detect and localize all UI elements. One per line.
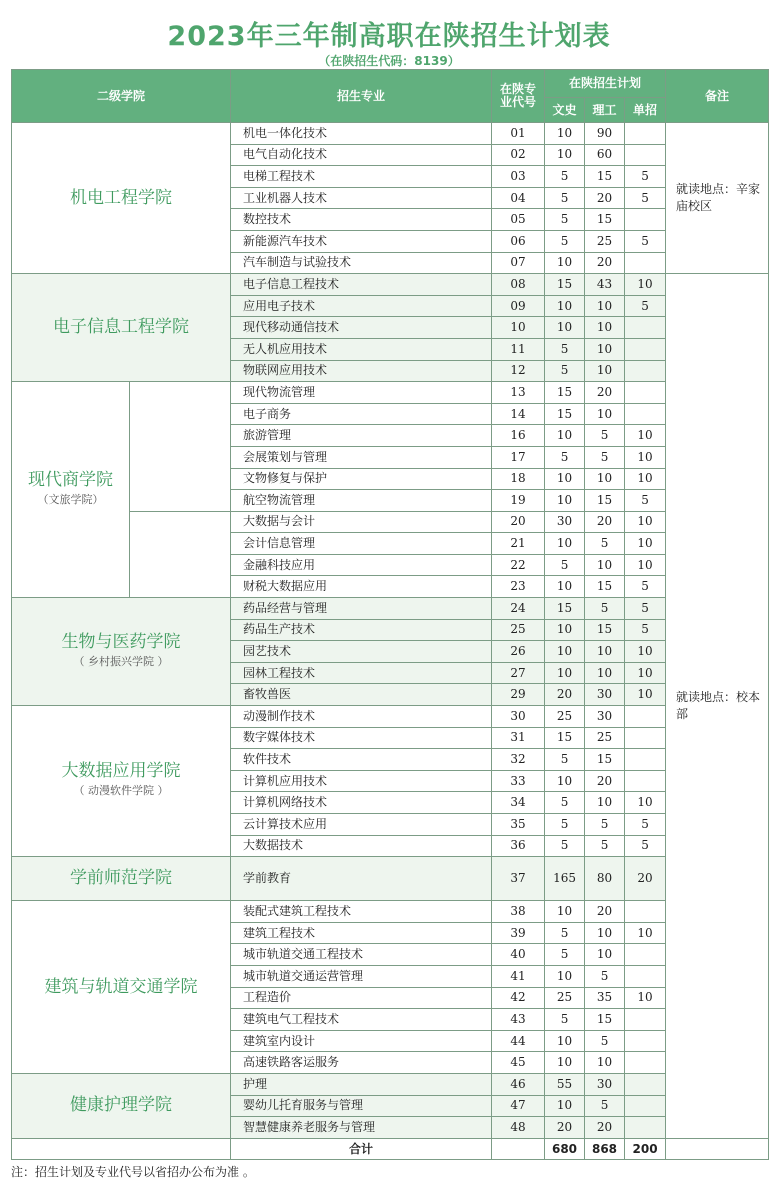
plan-wenshi: 5 (545, 944, 585, 966)
major-code: 45 (492, 1052, 545, 1074)
plan-danzhao (625, 1030, 666, 1052)
major-name: 计算机应用技术 (231, 770, 492, 792)
plan-danzhao (625, 965, 666, 987)
plan-ligong: 20 (585, 770, 625, 792)
plan-danzhao (625, 338, 666, 360)
plan-danzhao (625, 123, 666, 145)
plan-wenshi: 10 (545, 468, 585, 490)
major-name: 机电一体化技术 (231, 123, 492, 145)
major-code: 47 (492, 1095, 545, 1117)
major-code: 03 (492, 166, 545, 188)
major-code: 14 (492, 403, 545, 425)
major-code: 10 (492, 317, 545, 339)
plan-wenshi: 10 (545, 662, 585, 684)
college-name: 建筑与轨道交通学院 (44, 976, 198, 997)
major-name: 财税大数据应用 (231, 576, 492, 598)
major-code: 46 (492, 1073, 545, 1095)
table-row (12, 123, 769, 145)
total-ligong: 868 (585, 1138, 625, 1160)
major-code: 38 (492, 901, 545, 923)
college-name: 学前师范学院 (70, 868, 172, 889)
total-danzhao: 200 (625, 1138, 666, 1160)
major-name: 数字媒体技术 (231, 727, 492, 749)
plan-danzhao: 10 (625, 792, 666, 814)
plan-ligong: 20 (585, 1117, 625, 1139)
plan-ligong: 10 (585, 662, 625, 684)
college-cell (12, 382, 130, 598)
college-cell (12, 857, 231, 901)
major-code: 09 (492, 295, 545, 317)
major-name: 现代物流管理 (231, 382, 492, 404)
table-row (12, 706, 769, 728)
plan-ligong: 5 (585, 533, 625, 555)
plan-ligong: 15 (585, 749, 625, 771)
major-name: 园艺技术 (231, 641, 492, 663)
plan-ligong: 30 (585, 684, 625, 706)
plan-ligong: 10 (585, 338, 625, 360)
plan-wenshi: 5 (545, 814, 585, 836)
major-code: 41 (492, 965, 545, 987)
plan-danzhao (625, 944, 666, 966)
plan-wenshi: 5 (545, 1009, 585, 1031)
major-name: 城市轨道交通工程技术 (231, 944, 492, 966)
plan-ligong: 10 (585, 317, 625, 339)
major-name: 婴幼儿托育服务与管理 (231, 1095, 492, 1117)
plan-danzhao: 5 (625, 814, 666, 836)
major-name: 智慧健康养老服务与管理 (231, 1117, 492, 1139)
plan-wenshi: 10 (545, 144, 585, 166)
major-code: 33 (492, 770, 545, 792)
major-name: 药品经营与管理 (231, 598, 492, 620)
plan-danzhao: 5 (625, 598, 666, 620)
major-code: 17 (492, 446, 545, 468)
major-name: 药品生产技术 (231, 619, 492, 641)
major-code: 18 (492, 468, 545, 490)
plan-danzhao: 5 (625, 230, 666, 252)
plan-ligong: 5 (585, 965, 625, 987)
major-name: 电梯工程技术 (231, 166, 492, 188)
major-code: 36 (492, 835, 545, 857)
plan-wenshi: 5 (545, 209, 585, 231)
major-name: 计算机网络技术 (231, 792, 492, 814)
subgroup-cell (130, 382, 231, 512)
major-code: 26 (492, 641, 545, 663)
plan-wenshi: 5 (545, 792, 585, 814)
major-name: 航空物流管理 (231, 490, 492, 512)
major-name: 现代移动通信技术 (231, 317, 492, 339)
plan-wenshi: 55 (545, 1073, 585, 1095)
header-plan: 在陕招生计划 (545, 70, 666, 98)
table-row (12, 598, 769, 620)
plan-wenshi: 5 (545, 360, 585, 382)
plan-danzhao (625, 317, 666, 339)
plan-danzhao: 5 (625, 576, 666, 598)
total-row (12, 1138, 769, 1160)
plan-danzhao: 10 (625, 425, 666, 447)
page-subtitle: （在陕招生代码：8139） (318, 54, 460, 68)
plan-ligong: 5 (585, 814, 625, 836)
plan-wenshi: 25 (545, 706, 585, 728)
major-code: 35 (492, 814, 545, 836)
plan-wenshi: 20 (545, 1117, 585, 1139)
major-code: 31 (492, 727, 545, 749)
plan-danzhao: 10 (625, 533, 666, 555)
major-name: 电子信息工程技术 (231, 274, 492, 296)
plan-ligong: 10 (585, 360, 625, 382)
major-name: 大数据技术 (231, 835, 492, 857)
header-danzhao: 单招 (625, 98, 666, 123)
plan-wenshi: 10 (545, 295, 585, 317)
major-code: 44 (492, 1030, 545, 1052)
plan-wenshi: 10 (545, 770, 585, 792)
major-name: 动漫制作技术 (231, 706, 492, 728)
plan-wenshi: 15 (545, 598, 585, 620)
major-name: 学前教育 (231, 857, 492, 901)
plan-ligong: 10 (585, 1052, 625, 1074)
major-code: 06 (492, 230, 545, 252)
major-code: 16 (492, 425, 545, 447)
major-code: 32 (492, 749, 545, 771)
plan-ligong: 35 (585, 987, 625, 1009)
major-name: 文物修复与保护 (231, 468, 492, 490)
plan-ligong: 20 (585, 901, 625, 923)
major-name: 工业机器人技术 (231, 187, 492, 209)
major-name: 旅游管理 (231, 425, 492, 447)
plan-wenshi: 10 (545, 619, 585, 641)
major-name: 软件技术 (231, 749, 492, 771)
plan-wenshi: 15 (545, 274, 585, 296)
plan-danzhao: 10 (625, 554, 666, 576)
plan-ligong: 80 (585, 857, 625, 901)
plan-wenshi: 5 (545, 554, 585, 576)
plan-wenshi: 5 (545, 749, 585, 771)
plan-wenshi: 10 (545, 123, 585, 145)
total-label: 合计 (231, 1138, 492, 1160)
major-code: 42 (492, 987, 545, 1009)
plan-danzhao (625, 1073, 666, 1095)
plan-ligong: 5 (585, 835, 625, 857)
header-college: 二级学院 (12, 70, 231, 123)
header-note: 备注 (666, 70, 769, 123)
plan-danzhao: 10 (625, 511, 666, 533)
table-row (12, 901, 769, 923)
major-name: 电子商务 (231, 403, 492, 425)
major-name: 电气自动化技术 (231, 144, 492, 166)
plan-danzhao (625, 1095, 666, 1117)
plan-danzhao: 10 (625, 684, 666, 706)
plan-danzhao: 5 (625, 166, 666, 188)
major-name: 护理 (231, 1073, 492, 1095)
major-name: 汽车制造与试验技术 (231, 252, 492, 274)
major-name: 会展策划与管理 (231, 446, 492, 468)
plan-ligong: 90 (585, 123, 625, 145)
plan-danzhao: 10 (625, 468, 666, 490)
plan-wenshi: 10 (545, 252, 585, 274)
plan-ligong: 15 (585, 209, 625, 231)
college-name: 健康护理学院 (70, 1095, 172, 1116)
plan-danzhao (625, 403, 666, 425)
plan-danzhao (625, 1052, 666, 1074)
total-blank (12, 1138, 231, 1160)
plan-wenshi: 15 (545, 403, 585, 425)
major-name: 建筑室内设计 (231, 1030, 492, 1052)
total-code-blank (492, 1138, 545, 1160)
header-major: 招生专业 (231, 70, 492, 123)
major-code: 04 (492, 187, 545, 209)
note-location-xinjiamiao: 就读地点：辛家庙校区 (666, 123, 769, 274)
plan-ligong: 25 (585, 230, 625, 252)
plan-wenshi: 10 (545, 425, 585, 447)
header-wenshi: 文史 (545, 98, 585, 123)
header-code: 在陕专 业代号 (492, 70, 545, 123)
plan-danzhao: 10 (625, 987, 666, 1009)
plan-wenshi: 5 (545, 338, 585, 360)
plan-ligong: 60 (585, 144, 625, 166)
major-code: 39 (492, 922, 545, 944)
college-cell (12, 123, 231, 274)
plan-wenshi: 10 (545, 1030, 585, 1052)
table-row (12, 382, 769, 404)
plan-wenshi: 10 (545, 1095, 585, 1117)
plan-danzhao: 5 (625, 295, 666, 317)
major-code: 21 (492, 533, 545, 555)
plan-wenshi: 5 (545, 187, 585, 209)
college-cell (12, 274, 231, 382)
major-name: 园林工程技术 (231, 662, 492, 684)
major-code: 20 (492, 511, 545, 533)
page-title: 2023年三年制高职在陕招生计划表 (167, 21, 611, 52)
major-name: 建筑工程技术 (231, 922, 492, 944)
plan-ligong: 15 (585, 490, 625, 512)
plan-wenshi: 30 (545, 511, 585, 533)
college-cell (12, 1073, 231, 1138)
plan-ligong: 43 (585, 274, 625, 296)
major-name: 新能源汽车技术 (231, 230, 492, 252)
major-name: 金融科技应用 (231, 554, 492, 576)
enrollment-plan-table (11, 69, 769, 1160)
major-code: 19 (492, 490, 545, 512)
plan-wenshi: 10 (545, 490, 585, 512)
plan-danzhao: 5 (625, 835, 666, 857)
plan-danzhao: 10 (625, 662, 666, 684)
plan-wenshi: 10 (545, 317, 585, 339)
plan-wenshi: 10 (545, 533, 585, 555)
major-code: 40 (492, 944, 545, 966)
major-name: 会计信息管理 (231, 533, 492, 555)
plan-danzhao (625, 382, 666, 404)
plan-ligong: 10 (585, 922, 625, 944)
major-name: 城市轨道交通运营管理 (231, 965, 492, 987)
plan-wenshi: 10 (545, 901, 585, 923)
plan-wenshi: 5 (545, 166, 585, 188)
plan-ligong: 10 (585, 641, 625, 663)
plan-danzhao (625, 749, 666, 771)
major-code: 08 (492, 274, 545, 296)
major-code: 02 (492, 144, 545, 166)
plan-ligong: 15 (585, 1009, 625, 1031)
plan-ligong: 15 (585, 576, 625, 598)
plan-wenshi: 10 (545, 576, 585, 598)
plan-wenshi: 10 (545, 1052, 585, 1074)
plan-danzhao (625, 1009, 666, 1031)
plan-danzhao: 10 (625, 274, 666, 296)
major-name: 应用电子技术 (231, 295, 492, 317)
major-name: 数控技术 (231, 209, 492, 231)
header-ligong: 理工 (585, 98, 625, 123)
plan-ligong: 20 (585, 252, 625, 274)
plan-ligong: 10 (585, 468, 625, 490)
major-code: 07 (492, 252, 545, 274)
major-name: 装配式建筑工程技术 (231, 901, 492, 923)
plan-danzhao (625, 901, 666, 923)
plan-ligong: 20 (585, 511, 625, 533)
table-body (12, 123, 769, 1160)
plan-wenshi: 5 (545, 446, 585, 468)
college-subname: （文旅学院） (37, 492, 104, 506)
plan-ligong: 5 (585, 598, 625, 620)
major-name: 工程造价 (231, 987, 492, 1009)
major-code: 34 (492, 792, 545, 814)
major-code: 23 (492, 576, 545, 598)
college-cell (12, 598, 231, 706)
major-code: 11 (492, 338, 545, 360)
major-name: 建筑电气工程技术 (231, 1009, 492, 1031)
plan-ligong: 15 (585, 619, 625, 641)
major-name: 高速铁路客运服务 (231, 1052, 492, 1074)
major-code: 01 (492, 123, 545, 145)
major-code: 24 (492, 598, 545, 620)
major-name: 云计算技术应用 (231, 814, 492, 836)
plan-ligong: 5 (585, 446, 625, 468)
plan-ligong: 10 (585, 944, 625, 966)
plan-danzhao (625, 706, 666, 728)
major-code: 22 (492, 554, 545, 576)
major-code: 37 (492, 857, 545, 901)
college-cell (12, 901, 231, 1074)
total-wenshi: 680 (545, 1138, 585, 1160)
major-code: 29 (492, 684, 545, 706)
plan-danzhao: 10 (625, 641, 666, 663)
plan-ligong: 20 (585, 187, 625, 209)
plan-ligong: 10 (585, 554, 625, 576)
plan-ligong: 30 (585, 1073, 625, 1095)
major-name: 大数据与会计 (231, 511, 492, 533)
plan-danzhao (625, 209, 666, 231)
college-name: 机电工程学院 (70, 187, 172, 208)
college-subname: （ 动漫软件学院 ） (73, 784, 169, 798)
plan-wenshi: 20 (545, 684, 585, 706)
plan-danzhao (625, 770, 666, 792)
plan-danzhao: 20 (625, 857, 666, 901)
plan-wenshi: 25 (545, 987, 585, 1009)
major-code: 12 (492, 360, 545, 382)
plan-danzhao: 5 (625, 490, 666, 512)
college-subname: （ 乡村振兴学院 ） (73, 654, 169, 668)
major-name: 无人机应用技术 (231, 338, 492, 360)
plan-ligong: 5 (585, 1095, 625, 1117)
major-code: 05 (492, 209, 545, 231)
plan-wenshi: 10 (545, 965, 585, 987)
college-cell (12, 706, 231, 857)
plan-ligong: 10 (585, 403, 625, 425)
plan-wenshi: 5 (545, 835, 585, 857)
major-name: 畜牧兽医 (231, 684, 492, 706)
plan-ligong: 20 (585, 382, 625, 404)
college-name: 现代商学院 (28, 469, 113, 490)
plan-danzhao (625, 360, 666, 382)
major-code: 30 (492, 706, 545, 728)
plan-ligong: 30 (585, 706, 625, 728)
table-row (12, 1073, 769, 1095)
plan-danzhao: 5 (625, 619, 666, 641)
plan-danzhao (625, 1117, 666, 1139)
note-location-main-campus: 就读地点：校本部 (666, 274, 769, 1139)
plan-ligong: 25 (585, 727, 625, 749)
major-code: 43 (492, 1009, 545, 1031)
plan-ligong: 5 (585, 1030, 625, 1052)
plan-wenshi: 5 (545, 922, 585, 944)
plan-danzhao (625, 252, 666, 274)
plan-danzhao: 10 (625, 922, 666, 944)
plan-danzhao: 5 (625, 187, 666, 209)
plan-danzhao: 10 (625, 446, 666, 468)
plan-danzhao (625, 144, 666, 166)
plan-ligong: 15 (585, 166, 625, 188)
plan-ligong: 10 (585, 295, 625, 317)
plan-wenshi: 165 (545, 857, 585, 901)
total-note-blank (666, 1138, 769, 1160)
major-code: 13 (492, 382, 545, 404)
college-name: 电子信息工程学院 (53, 317, 189, 338)
plan-wenshi: 15 (545, 727, 585, 749)
major-code: 25 (492, 619, 545, 641)
major-name: 物联网应用技术 (231, 360, 492, 382)
plan-ligong: 5 (585, 425, 625, 447)
major-code: 27 (492, 662, 545, 684)
table-row (12, 274, 769, 296)
plan-ligong: 10 (585, 792, 625, 814)
subgroup-cell (130, 511, 231, 597)
plan-danzhao (625, 727, 666, 749)
college-name: 大数据应用学院 (61, 761, 181, 782)
plan-wenshi: 5 (545, 230, 585, 252)
college-name: 生物与医药学院 (61, 631, 181, 652)
plan-wenshi: 15 (545, 382, 585, 404)
table-row (12, 857, 769, 901)
major-code: 48 (492, 1117, 545, 1139)
footnote: 注：招生计划及专业代号以省招办公布为准 。 (11, 1165, 255, 1179)
plan-wenshi: 10 (545, 641, 585, 663)
